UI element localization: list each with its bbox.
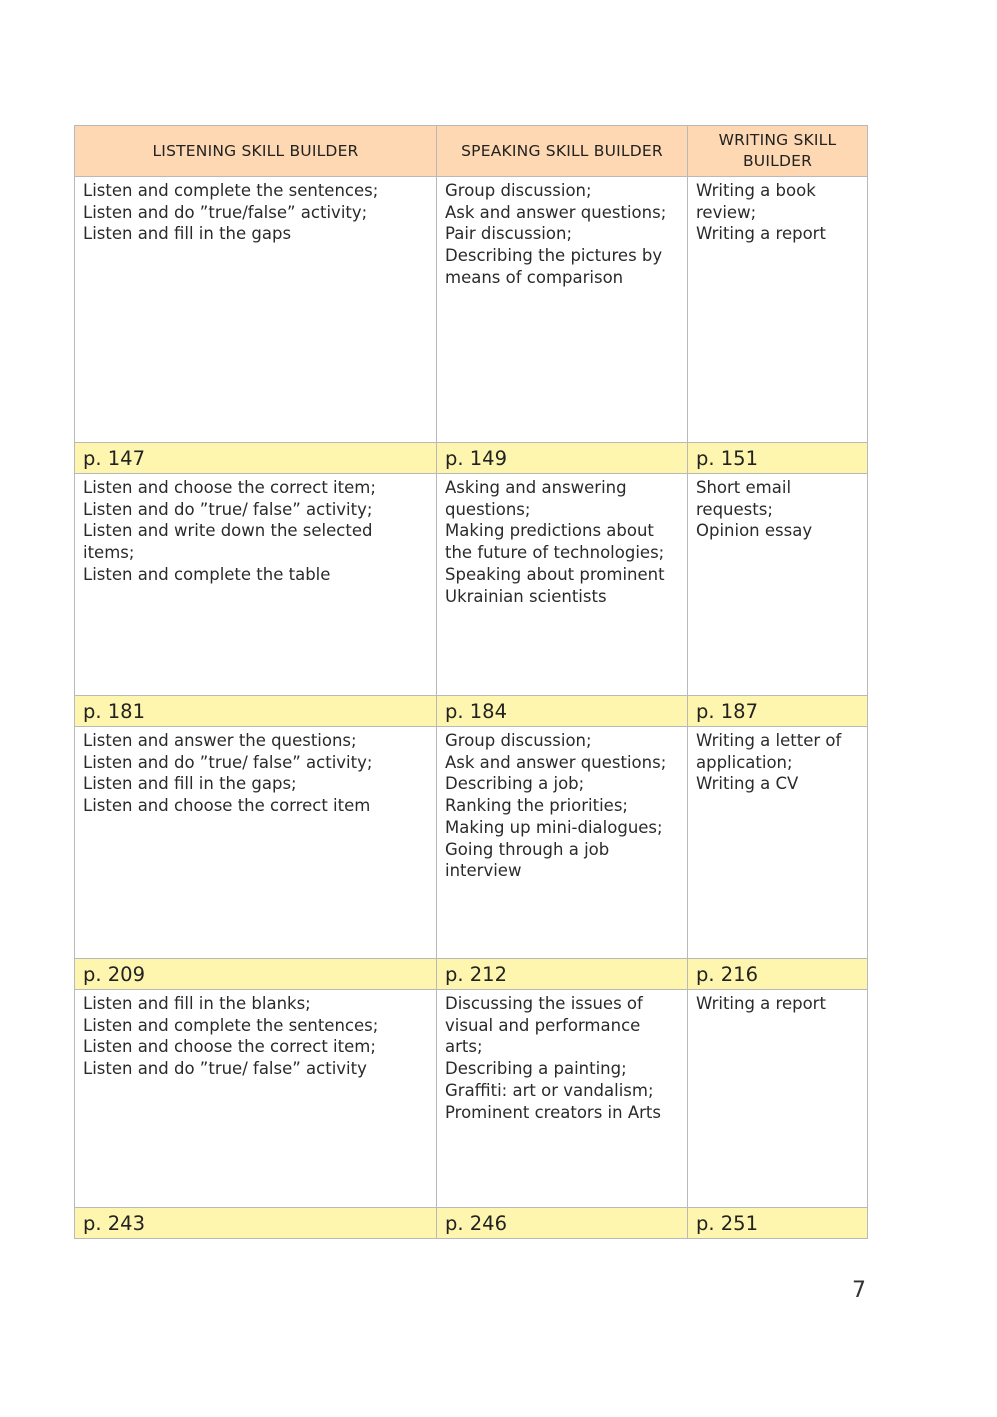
listening-activity-item: Listen and fill in the gaps; [83, 774, 297, 794]
speaking-activity-item: Ask and answer questions; [445, 752, 667, 772]
header-writing: WRITING SKILL BUILDER [688, 126, 868, 177]
page-reference-row [75, 1208, 868, 1239]
writing-page-reference: p. 251 [688, 1208, 868, 1239]
listening-activity-item: Listen and answer the questions; [83, 731, 357, 750]
speaking-activity-item: Going through a job interview [445, 839, 615, 881]
listening-page-reference: p. 243 [75, 1208, 437, 1239]
listening-activity-item: Listen and choose the correct item [83, 796, 371, 816]
speaking-activities-cell [437, 990, 688, 1208]
listening-page-reference: p. 209 [75, 959, 437, 990]
speaking-activity-item: Graffiti: art or vandalism; [445, 1080, 654, 1100]
writing-activities-cell [688, 727, 868, 959]
writing-activity-item: Writing a letter of application; [696, 731, 847, 772]
speaking-activity-item: Speaking about prominent Ukrainian scientists [445, 564, 670, 606]
listening-activity-item: Listen and complete the sentences; [83, 1015, 379, 1035]
page-number: 7 [852, 1278, 866, 1303]
writing-activity-item: Opinion essay [696, 521, 813, 541]
activity-row [75, 474, 868, 696]
page-reference-row [75, 696, 868, 727]
listening-activity-item: Listen and choose the correct item; [83, 1037, 376, 1057]
speaking-activities-cell [437, 474, 688, 696]
listening-activity-item: Listen and complete the sentences; [83, 181, 379, 200]
listening-activity-item: Listen and write down the selected items; [83, 521, 378, 563]
header-speaking: SPEAKING SKILL BUILDER [437, 126, 688, 177]
writing-page-reference: p. 151 [688, 443, 868, 474]
listening-page-reference: p. 181 [75, 696, 437, 727]
speaking-activity-item: Ranking the priorities; [445, 796, 628, 816]
speaking-activity-item: Group discussion; [445, 181, 592, 200]
writing-page-reference: p. 187 [688, 696, 868, 727]
activity-row [75, 727, 868, 959]
listening-activity-item: Listen and do ”true/ false” activity; [83, 499, 373, 519]
writing-activity-item: Short email requests; [696, 478, 797, 519]
listening-activity-item: Listen and do ”true/ false” activity; [83, 752, 373, 772]
listening-activity-item: Listen and do ”true/false” activity; [83, 202, 368, 222]
speaking-activities-cell [437, 727, 688, 959]
speaking-page-reference: p. 184 [437, 696, 688, 727]
speaking-activity-item: Making up mini-dialogues; [445, 817, 663, 837]
writing-activities-cell [688, 474, 868, 696]
listening-activities-cell [75, 727, 437, 959]
activity-row [75, 990, 868, 1208]
listening-activities-cell [75, 474, 437, 696]
speaking-page-reference: p. 212 [437, 959, 688, 990]
listening-activity-item: Listen and choose the correct item; [83, 478, 376, 497]
speaking-activity-item: Prominent creators in Arts [445, 1102, 661, 1122]
speaking-activity-item: Making predictions about the future of technologies; [445, 521, 665, 563]
header-row [75, 126, 868, 177]
listening-activity-item: Listen and fill in the gaps [83, 224, 292, 244]
writing-activity-item: Writing a report [696, 224, 826, 244]
speaking-activity-item: Describing a job; [445, 774, 585, 794]
speaking-activity-item: Describing a painting; [445, 1059, 627, 1079]
writing-page-reference: p. 216 [688, 959, 868, 990]
writing-activity-item: Writing a book review; [696, 181, 821, 222]
listening-activity-item: Listen and do ”true/ false” activity [83, 1059, 367, 1079]
speaking-activity-item: Discussing the issues of visual and performance arts; [445, 994, 649, 1057]
listening-activity-item: Listen and complete the table [83, 564, 331, 584]
listening-activities-cell [75, 990, 437, 1208]
speaking-page-reference: p. 149 [437, 443, 688, 474]
page-reference-row [75, 959, 868, 990]
listening-activity-item: Listen and fill in the blanks; [83, 994, 311, 1013]
listening-page-reference: p. 147 [75, 443, 437, 474]
writing-activity-item: Writing a CV [696, 774, 799, 794]
speaking-activity-item: Describing the pictures by means of comparison [445, 246, 668, 287]
speaking-page-reference: p. 246 [437, 1208, 688, 1239]
listening-activities-cell [75, 177, 437, 443]
activity-row [75, 177, 868, 443]
speaking-activity-item: Group discussion; [445, 731, 592, 750]
speaking-activity-item: Asking and answering questions; [445, 478, 632, 519]
speaking-activities-cell [437, 177, 688, 443]
writing-activities-cell [688, 177, 868, 443]
speaking-activity-item: Ask and answer questions; [445, 202, 667, 222]
speaking-activity-item: Pair discussion; [445, 224, 573, 244]
writing-activity-item: Writing a report [696, 994, 826, 1013]
page-reference-row [75, 443, 868, 474]
skill-builder-table [74, 125, 868, 1239]
header-listening: LISTENING SKILL BUILDER [75, 126, 437, 177]
writing-activities-cell [688, 990, 868, 1208]
